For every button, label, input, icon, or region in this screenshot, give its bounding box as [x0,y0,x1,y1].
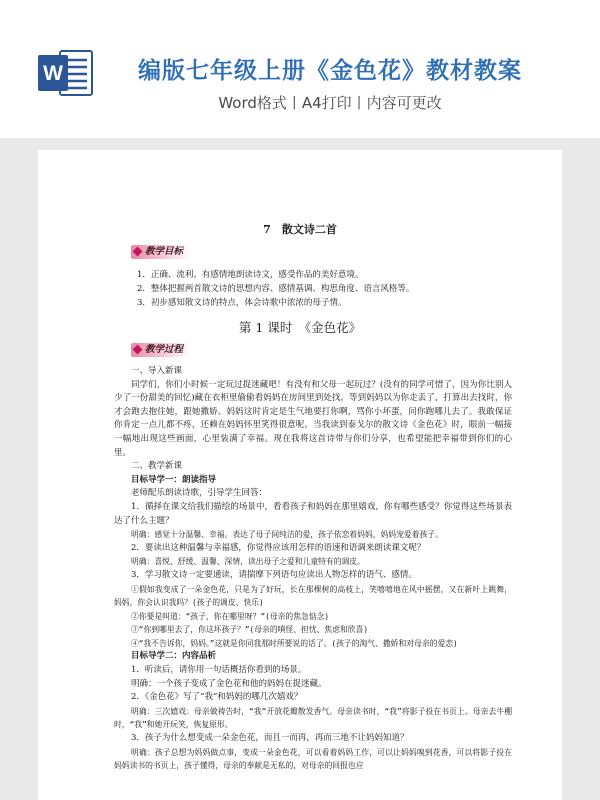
word-icon-letter: W [43,62,63,85]
paragraph: 明确：一个孩子变成了金色花和他的妈妈在捉迷藏。 [131,678,327,689]
header [0,0,600,138]
paragraph: 明确：三次嬉戏：母亲做祷告时，“我”开放花瓣散发香气。母亲读书时，“我”将影子投在书页上。母亲去牛棚时，“我”和她开玩笑，恢复原形。 [114,706,512,730]
paragraph: 2．要读出这种温馨与幸福感，你觉得应该用怎样的语速和语调来朗读课文呢？ [131,542,426,553]
paragraph: 2．《金色花》写了“我”和妈妈的哪几次嬉戏？ [131,692,303,703]
period-title: 第 1 课时 《金色花》 [238,320,362,335]
section-heading: 目标导学一：朗读指导 [131,474,217,485]
goal-item: 3．初步感知散文诗的特点，体会诗歌中浓浓的母子情。 [137,298,347,308]
teaching-process-badge: 教学过程 [131,343,191,357]
page-title: 编版七年级上册《金色花》教材教案 [138,58,522,84]
paragraph: 3．孩子为什么想变成一朵金色花，而且一而再，再而三地不让妈妈知道？ [131,733,409,744]
document-page [38,150,562,800]
paragraph: ①假如我变成了一朵金色花，只是为了好玩，长在那棵树的高枝上，笑嘻嘻地在风中摇摆，又在新叶上跳舞，妈妈，你会认识我吗？(孩子的调皮、快乐) [114,584,512,608]
paragraph: 一、导入新课 [131,366,183,376]
paragraph: 1．听读后，请你用一句话概括你看到的场景。 [131,665,307,676]
paragraph: ③“你到哪里去了，你这坏孩子？”(母亲的嗔怪、担忧、焦虑和欣喜) [131,625,369,635]
teaching-goals-badge: 教学目标 [131,245,191,259]
paragraph: ②你要是叫道：“孩子，你在哪里呀？”(母亲的焦急惦念) [131,611,330,621]
paragraph: 老师配乐朗读诗歌，引导学生回答： [131,488,268,499]
goal-item: 1．正确、流利、有感情地朗读诗文，感受作品的美好意境。 [137,270,364,280]
goals-list [137,268,547,310]
paragraph: 明确：感觉十分温馨、幸福。表达了母子间纯洁的爱，孩子依恋着妈妈，妈妈宠爱着孩子。 [131,530,443,540]
page-subtitle: Word格式丨A4打印丨内容可更改 [218,94,442,112]
document-body [114,365,512,773]
paragraph: 3．学习散文诗一定要通读，请揣摩下列语句应读出人物怎样的语气、感情。 [131,569,417,580]
paragraph: 同学们，你们小时候一定玩过捉迷藏吧！有没有和父母一起玩过？(没有的同学可惜了，因为你比别人少了一份甜美的回忆)藏在衣柜里偷偷看妈妈在房间里到处找，等到妈妈以为你走丢了，打算出去找时，你才会跑去抱住她，跟她撒娇。妈妈这时肯定是生气地要打你啊，骂你小坏蛋，问你跑哪儿去了。我敢保证你肯定一点儿都不疼，还赖在妈妈怀里笑得很意呢。当我读到泰戈尔的散文诗《金色花》时，眼前一幅接一幅地出现这些画面，心里装满了幸福。现在我将这首诗带与你们分享，也希望能把幸福带到你们的心里。 [114,379,512,458]
paragraph: 明确：喜悦、舒缓、温馨、深情，读出母子之爱和儿童特有的调皮。 [131,557,365,567]
word-document-icon [38,47,94,99]
lesson-title: 7 散文诗二首 [263,223,337,236]
paragraph: 1．循择在课文给我们描绘的场景中，看看孩子和妈妈在那里嬉戏，你有哪些感受？你觉得这些场景表达了什么主题？ [114,501,512,526]
goal-item: 2．整体把握两首散文诗的思想内容、感情基调、构思角度、语言风格等。 [137,284,415,294]
section-heading: 目标导学二：内容品析 [131,651,217,662]
paragraph: 二、教学新课 [131,461,183,472]
paragraph: 明确：孩子总想为妈妈做点事，变成一朵金色花，可以看着妈妈工作，可以让妈妈嗅到花香，可以将影子投在妈妈读书的书页上，孩子懂得，母亲的奉献是无私的，对母亲的回报也应 [114,747,512,771]
paragraph: ④“我不告诉你，妈妈。”这就是你同我那时所要说的话了。(孩子的淘气、撒娇和对母亲的爱恋) [131,638,458,648]
